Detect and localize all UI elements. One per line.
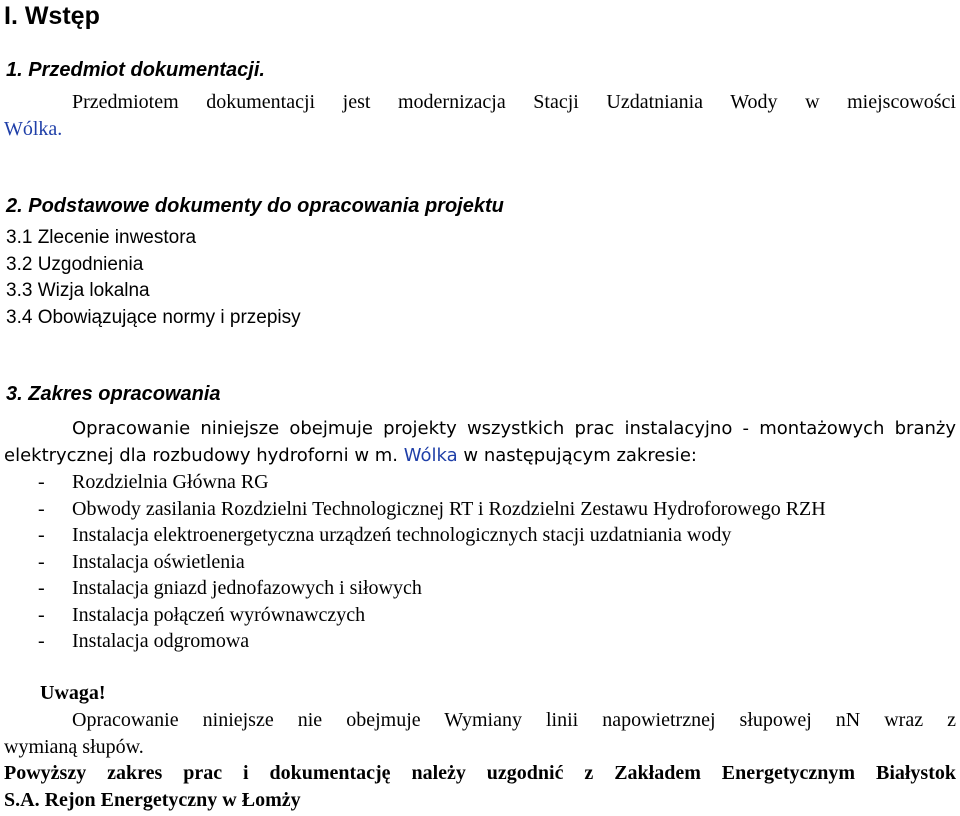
section-3-intro-line-2-start: elektrycznej dla rozbudowy hydroforni w m. — [4, 444, 399, 466]
note-paragraph — [4, 707, 956, 760]
main-heading: I. Wstęp — [4, 2, 100, 30]
section-3-intro-line-1: Opracowanie niniejsze obejmuje projekty wszystkich prac instalacyjno - montażowych branży — [72, 418, 956, 439]
list-item: 3.4 Obowiązujące normy i przepisy — [6, 306, 301, 328]
note-bold-paragraph — [4, 760, 956, 813]
dash-marker: - — [38, 550, 45, 573]
dash-marker: - — [38, 471, 45, 493]
dash-marker: - — [38, 524, 45, 546]
section-1-line-1: Przedmiotem dokumentacji jest modernizacja Stacji Uzdatniania Wody w miejscowości — [72, 91, 956, 113]
dash-marker: - — [38, 630, 45, 652]
list-item-text: Instalacja gniazd jednofazowych i siłowych — [72, 577, 422, 599]
list-item-text: Rozdzielnia Główna RG — [72, 471, 269, 493]
section-1-title: 1. Przedmiot dokumentacji. — [6, 59, 265, 81]
section-3-intro-place: Wólka — [403, 444, 458, 466]
list-item — [38, 496, 826, 523]
list-item — [38, 628, 826, 655]
list-item: 3.1 Zlecenie inwestora — [6, 227, 197, 248]
list-item-text: Obwody zasilania Rozdzielni Technologicznej RT i Rozdzielni Zestawu Hydroforowego RZH — [72, 497, 826, 520]
list-item-text: Instalacja oświetlenia — [72, 550, 245, 573]
note-label: Uwaga! — [40, 682, 106, 704]
list-item: 3.3 Wizja lokalna — [6, 280, 150, 301]
note-bold-line-1: Powyższy zakres prac i dokumentację należy uzgodnić z Zakładem Energetycznym Białystok — [4, 762, 956, 784]
section-3-title: 3. Zakres opracowania — [6, 383, 221, 405]
list-item-text: Instalacja odgromowa — [72, 630, 250, 652]
note-bold-line-2: S.A. Rejon Energetyczny w Łomży — [4, 788, 301, 811]
list-item: 3.2 Uzgodnienia — [6, 253, 144, 275]
section-1-place: Wólka. — [4, 117, 63, 140]
section-3-intro — [4, 416, 956, 469]
list-item-text: Instalacja połączeń wyrównawczych — [72, 603, 366, 626]
section-1-paragraph — [4, 89, 956, 142]
section-3-intro-line-2-end: w następującym zakresie: — [463, 444, 697, 466]
list-item — [38, 469, 826, 496]
section-2-title: 2. Podstawowe dokumenty do opracowania projektu — [6, 195, 504, 217]
list-item — [38, 575, 826, 602]
note-line-1: Opracowanie niniejsze nie obejmuje Wymiany linii napowietrznej słupowej nN wraz z — [72, 709, 956, 731]
list-item — [38, 602, 826, 629]
list-item-text: Instalacja elektroenergetyczna urządzeń technologicznych stacji uzdatniania wody — [72, 524, 732, 546]
note-line-2: wymianą słupów. — [4, 735, 144, 758]
section-3-list — [38, 469, 826, 655]
list-item — [38, 549, 826, 576]
list-item — [38, 522, 826, 549]
dash-marker: - — [38, 497, 45, 520]
section-2-list — [6, 225, 301, 331]
dash-marker: - — [38, 577, 45, 599]
dash-marker: - — [38, 603, 45, 626]
